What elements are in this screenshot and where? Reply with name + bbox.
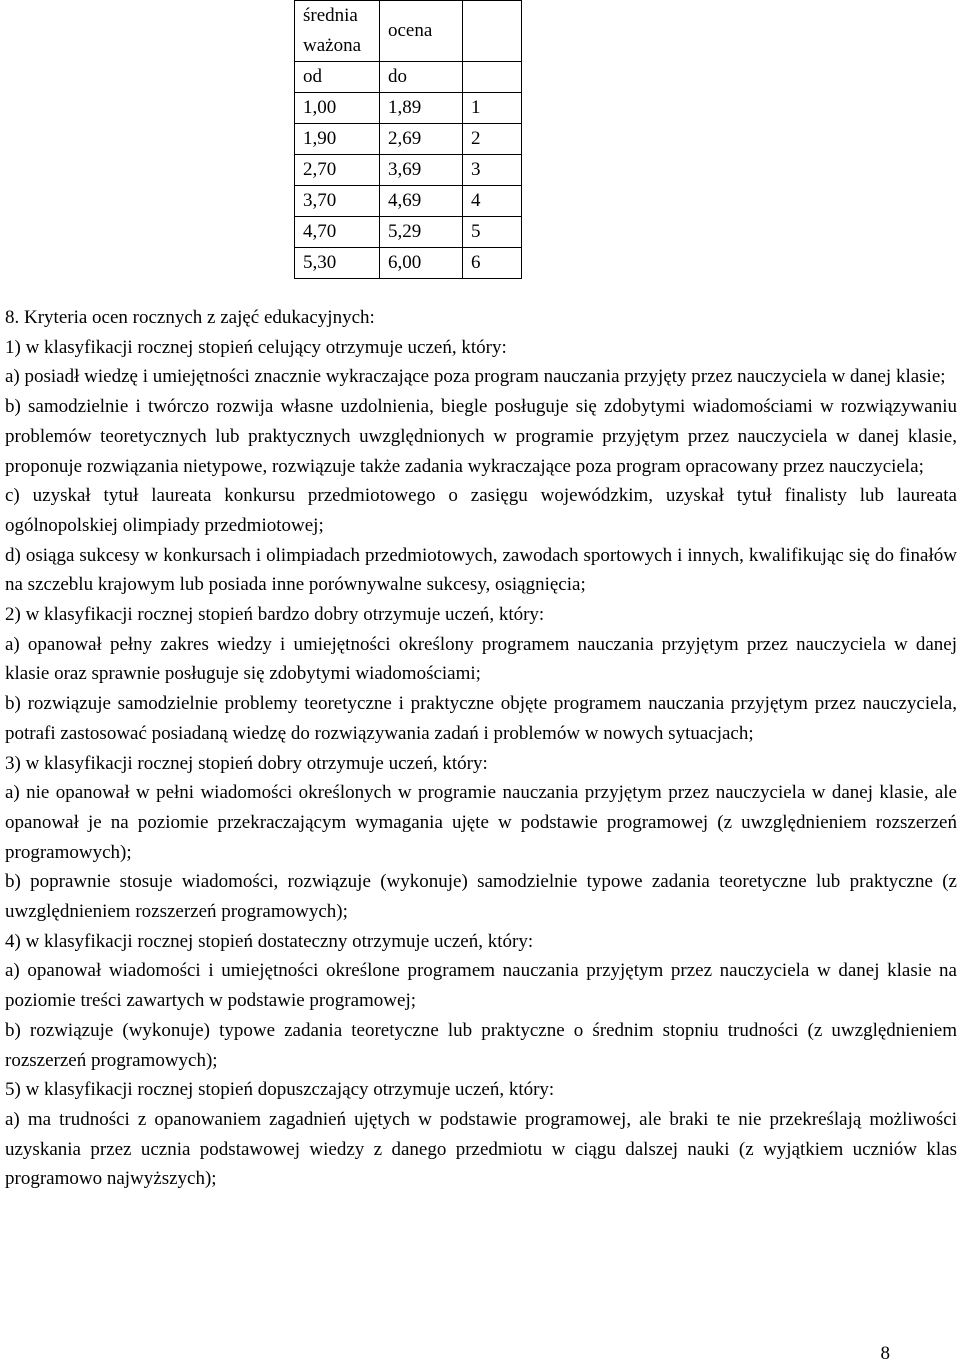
criterion-item: d) osiąga sukcesy w konkursach i olimpiadach przedmiotowych, zawodach sportowych i innych, kwalifikując się do finałów na szczeblu krajowym lub posiada inne porównywalne sukcesy, osiągnięcia; — [5, 544, 957, 596]
cell-grade: 3 — [463, 155, 522, 186]
cell-grade: 5 — [463, 217, 522, 248]
header-empty-cell — [463, 1, 522, 62]
table-row — [295, 217, 522, 248]
table-row — [295, 124, 522, 155]
header-grade: ocena — [380, 1, 463, 62]
grade-heading-dopuszczajacy: 5) w klasyfikacji rocznej stopień dopuszczający otrzymuje uczeń, który: — [5, 1079, 555, 1101]
grade-heading-celujacy: 1) w klasyfikacji rocznej stopień celujący otrzymuje uczeń, który: — [5, 336, 507, 358]
table-row — [295, 186, 522, 217]
cell-to: 5,29 — [380, 217, 463, 248]
cell-from: 3,70 — [295, 186, 380, 217]
subheader-from: od — [295, 62, 380, 93]
cell-from: 5,30 — [295, 248, 380, 279]
criterion-item: a) opanował wiadomości i umiejętności określone programem nauczania przyjętym przez nauczyciela w danej klasie na poziomie treści zawartych w podstawie programowej; — [5, 960, 957, 1012]
criterion-item: b) samodzielnie i twórczo rozwija własne uzdolnienia, biegle posługuje się zdobytymi wiadomościami w rozwiązywaniu problemów teoretycznych lub praktycznych uwzględnionych w programie przyjętym przez nauczyciela w danej klasie, proponuje rozwiązania nietypowe, rozwiązuje także zadania wykraczające poza program opracowany przez nauczyciela; — [5, 396, 957, 477]
table-header-row — [295, 1, 522, 62]
cell-to: 2,69 — [380, 124, 463, 155]
cell-grade: 2 — [463, 124, 522, 155]
header-weighted-average-line2: ważona — [303, 35, 362, 56]
grade-heading-dobry: 3) w klasyfikacji rocznej stopień dobry otrzymuje uczeń, który: — [5, 752, 488, 774]
subheader-to: do — [380, 62, 463, 93]
criterion-item: b) rozwiązuje (wykonuje) typowe zadania teoretyczne lub praktyczne o średnim stopniu trudności (z uwzględnieniem rozszerzeń programowych); — [5, 1019, 957, 1071]
cell-grade: 4 — [463, 186, 522, 217]
subheader-empty-cell — [463, 62, 522, 93]
cell-from: 1,00 — [295, 93, 380, 124]
criterion-item: b) poprawnie stosuje wiadomości, rozwiązuje (wykonuje) samodzielnie typowe zadania teoretyczne lub praktyczne (z uwzględnieniem rozszerzeń programowych); — [5, 871, 957, 923]
cell-grade: 6 — [463, 248, 522, 279]
grade-scale-table — [294, 0, 522, 279]
header-weighted-average — [295, 1, 380, 62]
criterion-item: a) posiadł wiedzę i umiejętności znacznie wykraczające poza program nauczania przyjęty przez nauczyciela w danej klasie; — [5, 366, 946, 388]
section-title: 8. Kryteria ocen rocznych z zajęć edukacyjnych: — [5, 307, 375, 328]
criterion-item: a) ma trudności z opanowaniem zagadnień ujętych w podstawie programowej, ale braki te nie przekreślają możliwości uzyskania przez ucznia podstawowej wiedzy z danego przedmiotu w ciągu dalszej nauki (z wyjątkiem uczniów klas programowo najwyższych); — [5, 1108, 957, 1190]
criterion-item: a) opanował pełny zakres wiedzy i umiejętności określony programem nauczania przyjętym przez nauczyciela w danej klasie oraz sprawnie posługuje się zdobytymi wiadomościami; — [5, 633, 957, 685]
criterion-item: b) rozwiązuje samodzielnie problemy teoretyczne i praktyczne objęte programem nauczania przyjętym przez nauczyciela, potrafi zastosować posiadaną wiedzę do rozwiązywania zadań i problemów w nowych sytuacjach; — [5, 693, 957, 744]
criterion-item: c) uzyskał tytuł laureata konkursu przedmiotowego o zasięgu wojewódzkim, uzyskał tytuł finalisty lub laureata ogólnopolskiej olimpiady przedmiotowej; — [5, 485, 957, 536]
cell-to: 4,69 — [380, 186, 463, 217]
cell-to: 6,00 — [380, 248, 463, 279]
table-row — [295, 155, 522, 186]
cell-from: 2,70 — [295, 155, 380, 186]
page-number: 8 — [880, 1343, 890, 1364]
table-subheader-row — [295, 62, 522, 93]
cell-to: 1,89 — [380, 93, 463, 124]
grading-criteria-section — [5, 303, 957, 1194]
criterion-item: a) nie opanował w pełni wiadomości określonych w programie nauczania przyjętym przez nauczyciela w danej klasie, ale opanował je na poziomie przekraczającym wymagania ujęte w podstawie programowej (z uwzględnieniem rozszerzeń programowych); — [5, 782, 957, 863]
table-row — [295, 248, 522, 279]
cell-grade: 1 — [463, 93, 522, 124]
grade-heading-dostateczny: 4) w klasyfikacji rocznej stopień dostateczny otrzymuje uczeń, który: — [5, 930, 534, 952]
cell-from: 1,90 — [295, 124, 380, 155]
cell-to: 3,69 — [380, 155, 463, 186]
header-weighted-average-line1: średnia — [303, 5, 358, 26]
cell-from: 4,70 — [295, 217, 380, 248]
grade-heading-bardzo-dobry: 2) w klasyfikacji rocznej stopień bardzo dobry otrzymuje uczeń, który: — [5, 604, 545, 626]
table-row — [295, 93, 522, 124]
